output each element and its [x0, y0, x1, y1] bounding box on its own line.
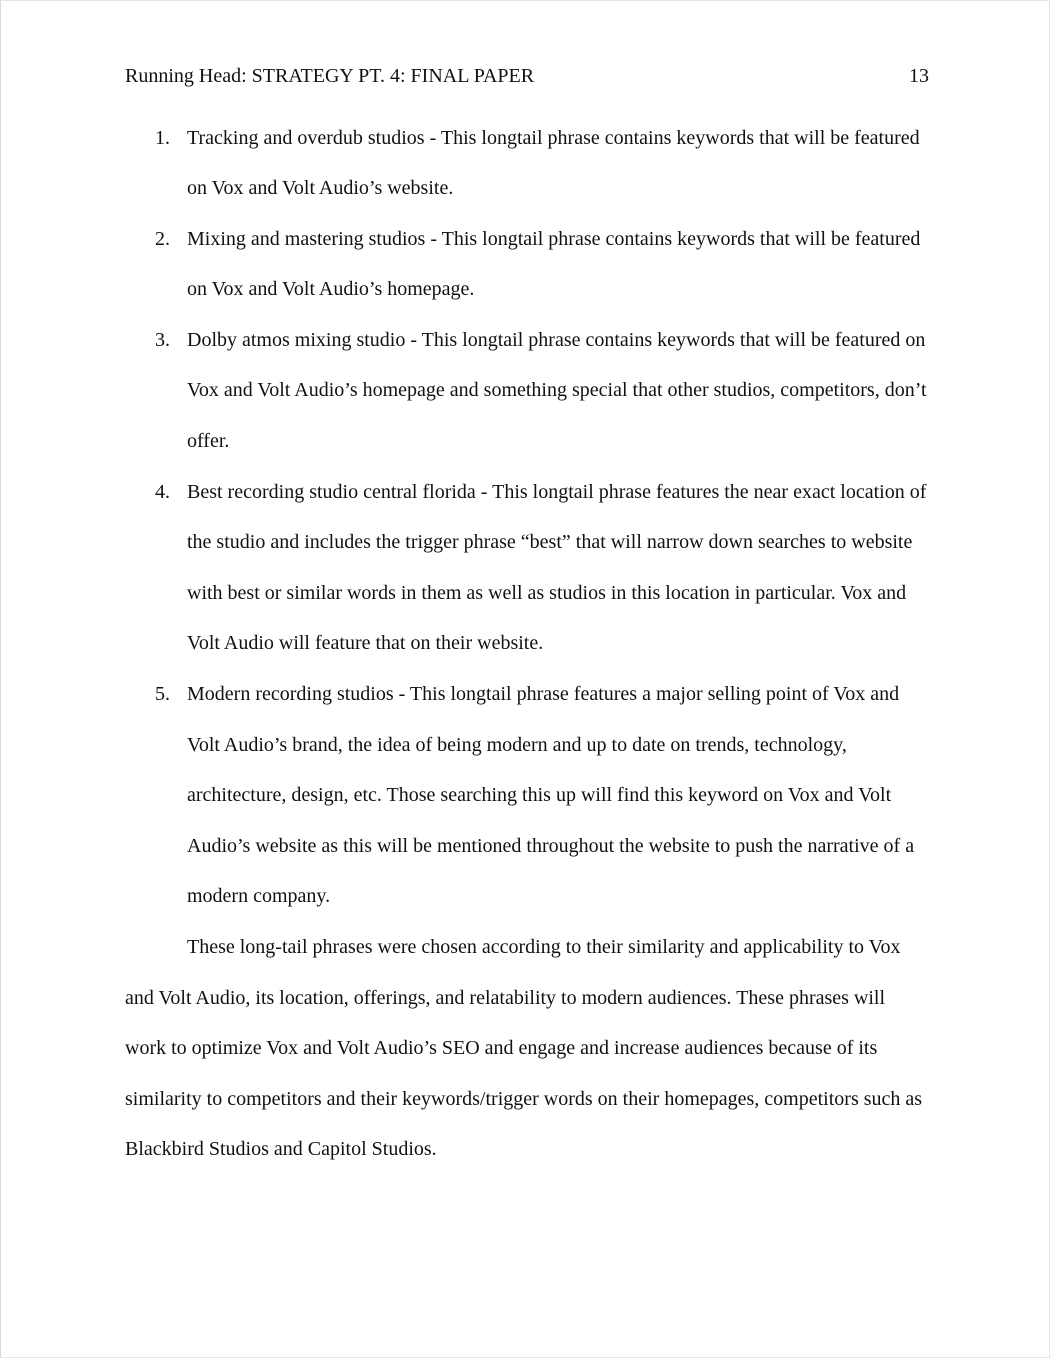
- list-item: [155, 669, 929, 922]
- list-item-text: Mixing and mastering studios - This longtail phrase contains keywords that will be featured on Vox and Volt Audio’s homepage.: [187, 227, 921, 301]
- closing-paragraph: These long-tail phrases were chosen according to their similarity and applicability to Vox and Volt Audio, its location, offerings, and relatability to modern audiences. These phrases will work to optimize Vox and Volt Audio’s SEO and engage and increase audiences because of its similarity to competitors and their keywords/trigger words on their homepages, competitors such as Blackbird Studios and Capitol Studios.: [125, 936, 923, 1161]
- list-item-number: 4.: [155, 480, 170, 503]
- list-item: [155, 214, 929, 315]
- document-body: [125, 113, 929, 1175]
- list-item: [155, 467, 929, 669]
- list-item: [155, 315, 929, 467]
- page-header: [125, 61, 929, 91]
- list-item: [155, 113, 929, 214]
- page-number: 13: [909, 65, 929, 87]
- list-item-number: 1.: [155, 126, 170, 149]
- list-item-text: Tracking and overdub studios - This longtail phrase contains keywords that will be featured on Vox and Volt Audio’s website.: [187, 126, 920, 200]
- list-item-number: 2.: [155, 227, 170, 250]
- list-item-number: 5.: [155, 683, 170, 706]
- list-item-number: 3.: [155, 328, 170, 351]
- list-item-text: Modern recording studios - This longtail phrase features a major selling point of Vox and Volt Audio’s brand, the idea of being modern and up to date on trends, technology, architecture, design, etc. Those searching this up will find this keyword on Vox and Volt Audio’s website as this will be mentioned throughout the website to push the narrative of a modern company.: [187, 683, 915, 908]
- list-item-text: Dolby atmos mixing studio - This longtail phrase contains keywords that will be featured on Vox and Volt Audio’s homepage and something special that other studios, competitors, don’t offer.: [187, 328, 927, 453]
- list-item-text: Best recording studio central florida - This longtail phrase features the near exact location of the studio and includes the trigger phrase “best” that will narrow down searches to website with best or similar words in them as well as studios in this location in particular. Vox and Volt Audio will feature that on their website.: [187, 480, 927, 655]
- keyword-list: [125, 113, 929, 923]
- running-head: Running Head: STRATEGY PT. 4: FINAL PAPER: [125, 65, 535, 87]
